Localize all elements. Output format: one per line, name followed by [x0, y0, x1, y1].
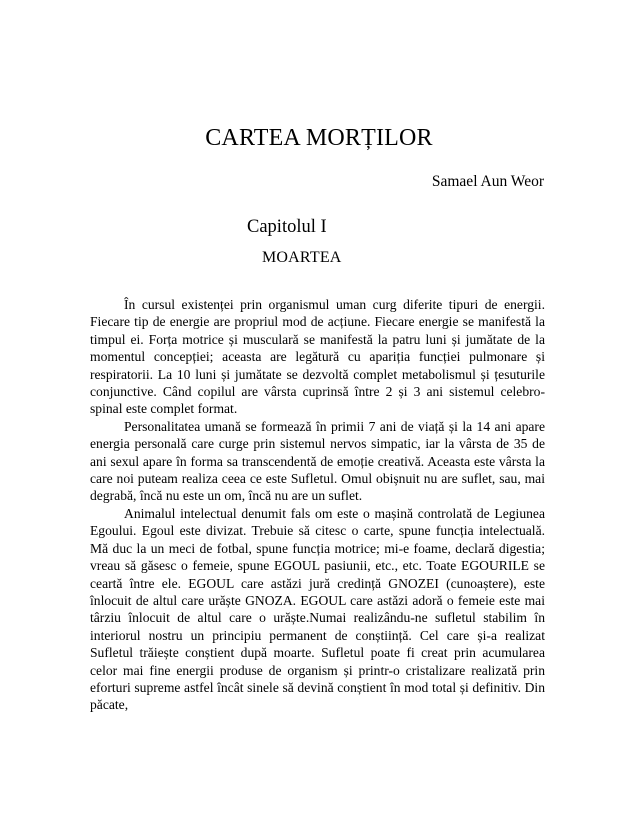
chapter-number: Capitolul I [247, 217, 327, 237]
body-text [90, 296, 545, 714]
paragraph: Animalul intelectual denumit fals om este o mașină controlată de Legiunea Egoului. Egoul este divizat. Trebuie să citesc o carte, spune funcția intelectuală. Mă duc la un meci de fotbal, spune funcția motrice; mi-e foame, declară digestia; vreau să găsesc o femeie, spune EGOUL pasiunii, etc., etc. Toate EGOURILE se ceartă între ele. EGOUL care astăzi jură credință GNOZEI (cunoaștere), este înlocuit de altul care urăște GNOZA. EGOUL care astăzi adoră o femeie este mai târziu înlocuit de altul care o urăște.Numai realizându-ne sufletul stabilim în interiorul nostru un principiu permanent de conștiință. Cel care și-a realizat Sufletul trăiește conștient după moarte. Sufletul poate fi creat prin acumularea celor mai fine energii produse de organism și printr-o cristalizare realizată prin eforturi supreme astfel încât sinele să devină conștient în mod total și definitiv. Din păcate, [90, 505, 545, 713]
author-name: Samael Aun Weor [431, 173, 544, 190]
chapter-title: MOARTEA [262, 249, 342, 266]
paragraph: Personalitatea umană se formează în primii 7 ani de viață și la 14 ani apare energia personală care curge prin sistemul nervos simpatic, iar la vârsta de 35 de ani sexul apare în forma sa transcendentă de emoție creativă. Aceasta este vârsta la care noi puteam realiza ceea ce este Sufletul. Omul obișnuit nu are suflet, sau, mai degrabă, încă nu este un om, încă nu are un suflet. [90, 418, 545, 504]
book-title: CARTEA MORȚILOR [205, 125, 433, 151]
paragraph: În cursul existenței prin organismul uman curg diferite tipuri de energii. Fiecare tip de energie are propriul mod de acțiune. Fiecare energie se manifestă la timpul ei. Forța motrice și musculară se manifestă la patru luni și jumătate de la momentul concepției; aceasta are legătură cu apariția funcției pulmonare și respiratorii. La 10 luni și jumătate se dezvoltă complet metabolismul și țesuturile conjunctive. Când copilul are vârsta cuprinsă între 2 și 3 ani sistemul celebro-spinal este complet format. [90, 297, 545, 417]
